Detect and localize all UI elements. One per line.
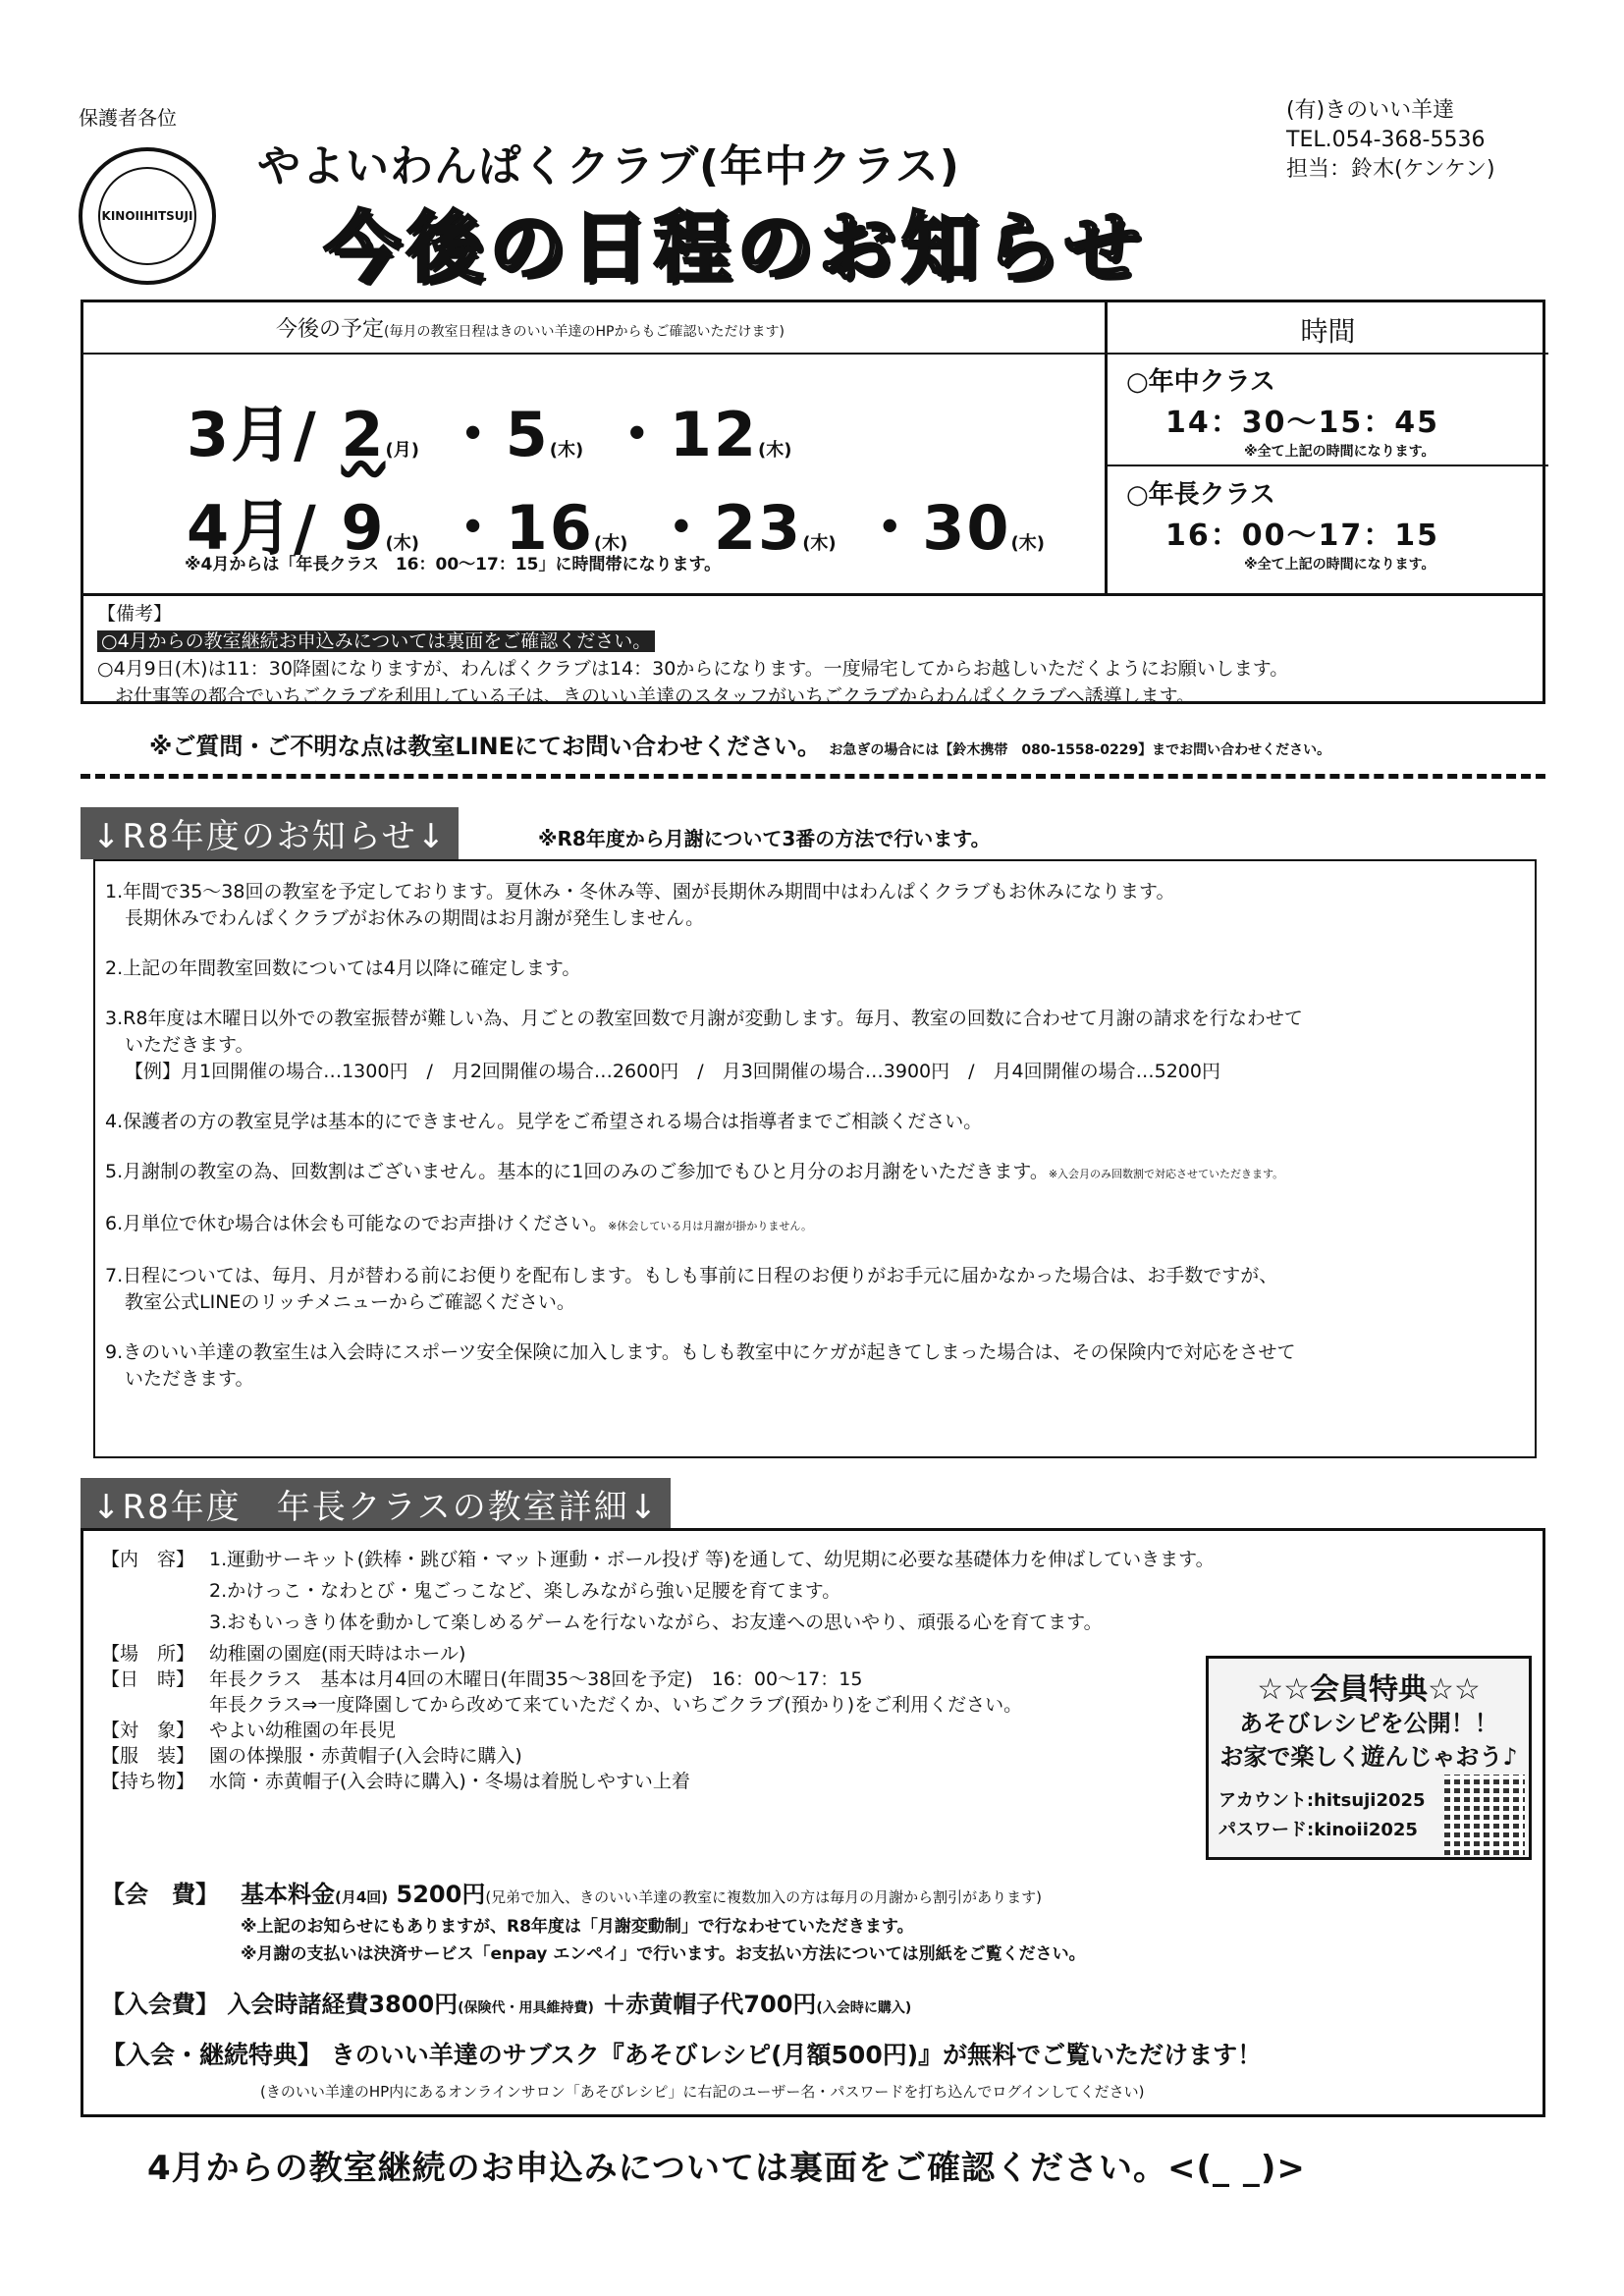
list-item: [105, 1159, 1525, 1187]
item-sub: いただきます。: [125, 1368, 254, 1390]
fee-amount: 5200円: [396, 1881, 486, 1908]
weekday: (木): [593, 533, 628, 554]
remarks-box: [81, 596, 1545, 707]
join-note: (保険代・用具維持費): [458, 2000, 594, 2016]
fee-label: 【会 費】: [101, 1881, 219, 1908]
date: ・30: [859, 492, 1011, 564]
contact-note: [149, 727, 1330, 761]
join-fee-row: [101, 1985, 911, 2019]
remarks-highlight: ○4月からの教室継続お申込みについては裏面をご確認ください。: [97, 630, 655, 652]
item-text: 3.R8年度は木曜日以外での教室振替が難しい為、月ごとの教室回数で月謝が変動します。毎月、教室の回数に合わせて月謝の請求を行なわせて: [105, 1008, 1303, 1029]
member-perk-box: [1206, 1656, 1532, 1860]
time-header: 時間: [1300, 315, 1356, 348]
weekday: (木): [758, 440, 792, 461]
class-time-note: ※全て上記の時間になります。: [1244, 557, 1435, 573]
class-time: 16：00～17：15: [1165, 519, 1439, 553]
target-value: やよい幼稚園の年長児: [209, 1720, 397, 1741]
item-small-note: ※入会月のみ回数割で対応させていただきます。: [1048, 1168, 1284, 1180]
company-tel: TEL.054-368-5536: [1286, 128, 1486, 152]
schedule-header-note: (毎月の教室日程はきのいい羊達のHPからもご確認いただけます): [384, 324, 785, 340]
class-time-note: ※全て上記の時間になります。: [1244, 444, 1435, 460]
month-label: 3月/: [187, 399, 318, 470]
section-notice-note: ※R8年度から月謝について3番の方法で行います。: [538, 827, 991, 850]
fee-main: 基本料金: [241, 1881, 335, 1908]
place-value: 幼稚園の園庭(雨天時はホール): [209, 1643, 466, 1665]
time-block-nenchu: [1126, 361, 1439, 461]
list-item: [105, 956, 1525, 982]
item-small-note: ※休会している月は月謝が掛かりません。: [608, 1220, 813, 1232]
target-label: 【対 象】: [101, 1720, 195, 1741]
perk-account: アカウント:hitsuji2025: [1218, 1790, 1426, 1811]
item-text: 4.保護者の方の教室見学は基本的にできません。見学をご希望される場合は指導者までご相談ください。: [105, 1111, 983, 1132]
list-item: [105, 1339, 1525, 1393]
item-text: 1.年間で35～38回の教室を予定しております。夏休み・冬休み等、園が長期休み期間中はわんぱくクラブもお休みになります。: [105, 881, 1175, 902]
march-dates: [187, 386, 792, 473]
perk-password: パスワード:kinoii2025: [1218, 1820, 1418, 1840]
item-text: 2.上記の年間教室回数については4月以降に確定します。: [105, 957, 581, 979]
perk-box-line: あそびレシピを公開！！: [1239, 1710, 1498, 1737]
company-info: [1286, 96, 1495, 185]
notice-box: [93, 859, 1537, 1458]
date: 9: [341, 492, 386, 564]
date: ・5: [442, 399, 550, 470]
content-line: 3.おもいっきり体を動かして楽しめるゲームを行ないながら、お友達への思いやり、頑張る心を育てます。: [209, 1612, 1103, 1633]
date: ・23: [650, 492, 803, 564]
date: 2: [341, 399, 386, 470]
fee-note-3: ※月謝の支払いは決済サービス「enpay エンペイ」で行います。お支払い方法については別紙をご覧ください。: [241, 1944, 1086, 1964]
contact-sub: お急ぎの場合には【鈴木携帯 080-1558-0229】までお問い合わせください。: [829, 742, 1331, 758]
month-label: 4月/: [187, 492, 318, 564]
list-item: [105, 1211, 1525, 1239]
contact-main: ※ご質問・ご不明な点は教室LINEにてお問い合わせください。: [149, 733, 822, 760]
item-text: 7.日程については、毎月、月が替わる前にお便りを配布します。もしも事前に日程のお便りがお手元に届かなかった場合は、お手数ですが、: [105, 1265, 1278, 1286]
clothes-label: 【服 装】: [101, 1745, 195, 1767]
schedule-header-label: 今後の予定: [276, 317, 385, 342]
schedule-table: [81, 300, 1545, 596]
class-name: ○年長クラス: [1126, 480, 1275, 510]
page-title: 今後の日程のお知らせ: [324, 204, 1147, 293]
item-sub: 長期休みでわんぱくクラブがお休みの期間はお月謝が発生しません。: [125, 907, 705, 929]
class-time: 14：30～15：45: [1165, 406, 1439, 440]
fee-count: (月4回): [335, 1888, 389, 1906]
fee-example: 【例】月1回開催の場合…1300円 / 月2回開催の場合…2600円 / 月3回開催の場合…3900円 / 月4回開催の場合…5200円: [125, 1061, 1220, 1082]
item-text: 6.月単位で休む場合は休会も可能なのでお声掛けください。: [105, 1213, 609, 1234]
items-value: 水筒・赤黄帽子(入会時に購入)・冬場は着脱しやすい上着: [209, 1771, 690, 1792]
company-staff: 担当：鈴木(ケンケン): [1286, 157, 1495, 182]
fee-note-2: ※上記のお知らせにもありますが、R8年度は「月謝変動制」で行なわせていただきます。: [241, 1917, 914, 1937]
class-name: ○年中クラス: [1126, 367, 1275, 397]
remarks-line: お仕事等の都合でいちごクラブを利用している子は、きのいい羊達のスタッフがいちごクラブからわんぱくクラブへ誘導します。: [115, 685, 1196, 707]
perk-text: きのいい羊達のサブスク『あそびレシピ(月額500円)』が無料でご覧いただけます！: [330, 2041, 1263, 2069]
fee-row: [241, 1875, 1042, 1909]
date: ・16: [442, 492, 594, 564]
bottom-notice: 4月からの教室継続のお申込みについては裏面をご確認ください。<(_ _)>: [147, 2149, 1306, 2188]
join-hat: ＋赤黄帽子代700円: [602, 1991, 817, 2018]
remarks-line: ○4月9日(木)は11：30降園になりますが、わんぱくクラブは14：30からになります。一度帰宅してからお越しいただくようにお願いします。: [97, 658, 1289, 680]
item-text: 5.月謝制の教室の為、回数割はございません。基本的に1回のみのご参加でもひと月分のお月謝をいただきます。: [105, 1161, 1049, 1182]
date-label: 【日 時】: [101, 1668, 195, 1690]
weekday: (木): [549, 440, 584, 461]
qr-code-icon[interactable]: [1444, 1775, 1525, 1855]
date-value: 年長クラス⇒一度降園してから改めて来ていただくか、いちごクラブ(預かり)をご利用ください。: [209, 1694, 1023, 1716]
weekday: (木): [802, 533, 837, 554]
perk-box-title: ☆☆会員特典☆☆: [1257, 1672, 1481, 1707]
time-block-nencho: [1126, 474, 1439, 574]
company-name: (有)きのいい羊達: [1286, 98, 1455, 123]
list-item: [105, 879, 1525, 932]
company-logo: [79, 147, 216, 285]
content-line: 1.運動サーキット(鉄棒・跳び箱・マット運動・ボール投げ 等)を通して、幼児期に必要な基礎体力を伸ばしていきます。: [209, 1549, 1215, 1570]
remarks-title: 【備考】: [97, 603, 173, 625]
date: ・12: [606, 399, 759, 470]
perk-note: (きのいい羊達のHP内にあるオンラインサロン「あそびレシピ」に右記のユーザー名・パスワードを打ち込んでログインしてください): [260, 2083, 1145, 2101]
item-sub: 教室公式LINEのリッチメニューからご確認ください。: [125, 1291, 575, 1313]
list-item: [105, 1263, 1525, 1316]
perk-label: 【入会・継続特典】: [101, 2041, 323, 2069]
recipient-label: 保護者各位: [79, 106, 177, 130]
club-title: やよいわんぱくクラブ(年中クラス): [257, 141, 960, 191]
perk-row: [101, 2036, 1262, 2071]
join-main: 入会時諸経費3800円: [227, 1991, 459, 2018]
weekday: (月): [385, 440, 419, 461]
logo-text: KINOIIHITSUJI: [98, 167, 196, 265]
place-label: 【場 所】: [101, 1643, 195, 1665]
item-text: 9.きのいい羊達の教室生は入会時にスポーツ安全保険に加入します。もしも教室中にケガが起きてしまった場合は、その保険内で対応をさせて: [105, 1341, 1296, 1363]
clothes-value: 園の体操服・赤黄帽子(入会時に購入): [209, 1745, 522, 1767]
join-label: 【入会費】: [101, 1991, 219, 2018]
weekday: (木): [1010, 533, 1045, 554]
content-label: 【内 容】: [101, 1549, 195, 1570]
schedule-note: ※4月からは「年長クラス 16：00～17：15」に時間帯になります。: [185, 555, 722, 574]
section-notice-title: ↓R8年度のお知らせ↓: [81, 807, 459, 859]
dashed-divider: [81, 774, 1545, 779]
items-label: 【持ち物】: [101, 1771, 195, 1792]
date-value: 年長クラス 基本は月4回の木曜日(年間35～38回を予定) 16：00～17：15: [209, 1668, 863, 1690]
list-item: [105, 1109, 1525, 1135]
weekday: (木): [385, 533, 419, 554]
item-sub: いただきます。: [125, 1034, 254, 1056]
fee-note: (兄弟で加入、きのいい羊達の教室に複数加入の方は毎月の月謝から割引があります): [485, 1888, 1043, 1906]
perk-box-line: お家で楽しく遊んじゃおう♪: [1219, 1743, 1518, 1771]
list-item: [105, 1006, 1525, 1085]
content-line: 2.かけっこ・なわとび・鬼ごっこなど、楽しみながら強い足腰を育てます。: [209, 1580, 841, 1602]
schedule-header: [83, 312, 1105, 343]
join-hat-note: (入会時に購入): [816, 2000, 912, 2016]
section-details-title: ↓R8年度 年長クラスの教室詳細↓: [81, 1478, 671, 1530]
